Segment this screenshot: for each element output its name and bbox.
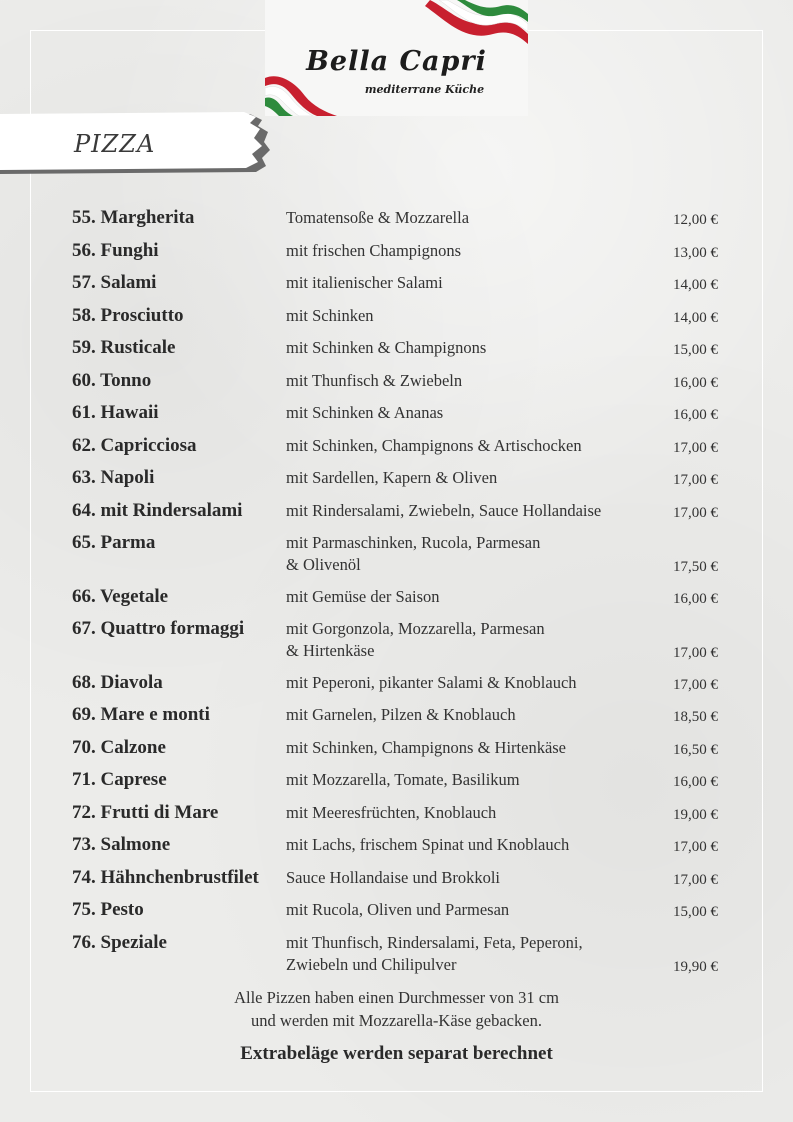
menu-item-price: 14,00 €	[673, 277, 718, 293]
menu-item	[72, 800, 722, 833]
menu-notes	[0, 986, 793, 1032]
menu-item	[72, 433, 722, 466]
menu-item-price: 19,00 €	[673, 806, 718, 823]
menu-item	[72, 930, 722, 984]
menu-item-description: mit Schinken	[286, 305, 374, 325]
logo-title: Bella Capri	[306, 46, 487, 77]
menu-item	[72, 205, 722, 238]
menu-item-price: 17,00 €	[673, 839, 718, 855]
menu-item-description: mit Thunfisch & Zwiebeln	[286, 370, 463, 390]
menu-item	[72, 702, 722, 735]
menu-item-price: 17,00 €	[673, 676, 718, 693]
menu-item-price: 19,90 €	[673, 958, 718, 975]
menu-item-price: 12,00 €	[673, 212, 718, 228]
menu-item-price: 17,00 €	[673, 504, 718, 521]
menu-item	[72, 616, 722, 670]
section-title: PIZZA	[74, 130, 156, 158]
menu-item-name: 57. Salami	[72, 272, 157, 293]
menu-item-description: mit Parmaschinken, Rucola, Parmesan & Olivenöl	[286, 533, 541, 574]
menu-item-name: 76. Speziale	[72, 931, 167, 953]
menu-item	[72, 735, 722, 768]
menu-item-name: 66. Vegetale	[72, 585, 169, 607]
menu-item-price: 15,00 €	[673, 904, 718, 920]
menu-item-description: mit Schinken, Champignons & Hirtenkäse	[286, 737, 567, 757]
menu-item-name: 73. Salmone	[72, 834, 171, 855]
menu-item-description: mit Garnelen, Pilzen & Knoblauch	[286, 705, 516, 724]
menu-item-price: 16,00 €	[673, 774, 718, 790]
menu-item	[72, 400, 722, 433]
menu-item-description: Tomatensoße & Mozzarella	[286, 208, 470, 227]
menu-item-name: 65. Parma	[72, 532, 156, 553]
menu-item-price: 17,00 €	[673, 645, 718, 661]
menu-item-description: mit Schinken, Champignons & Artischocken	[286, 435, 582, 455]
pizza-menu-list	[72, 205, 722, 983]
menu-item	[72, 897, 722, 930]
menu-item-name: 56. Funghi	[72, 239, 159, 261]
menu-item-description: mit Rindersalami, Zwiebeln, Sauce Hollandaise	[286, 500, 602, 520]
menu-item	[72, 584, 722, 617]
extra-toppings-note: Extrabeläge werden separat berechnet	[240, 1043, 553, 1064]
note-line-2: und werden mit Mozzarella-Käse gebacken.	[251, 1011, 542, 1030]
menu-item-name: 64. mit Rindersalami	[72, 499, 243, 521]
menu-item-description: mit frischen Champignons	[286, 240, 462, 260]
logo	[265, 0, 528, 116]
menu-item-name: 55. Margherita	[72, 207, 195, 228]
menu-item	[72, 238, 722, 271]
menu-item	[72, 368, 722, 401]
menu-item-description: mit Meeresfrüchten, Knoblauch	[286, 802, 497, 822]
menu-item-price: 17,00 €	[673, 439, 718, 456]
menu-item	[72, 498, 722, 531]
menu-item-description: mit italienischer Salami	[286, 273, 443, 292]
menu-item	[72, 767, 722, 800]
menu-item-price: 17,00 €	[673, 871, 718, 888]
menu-item-description: mit Sardellen, Kapern & Oliven	[286, 468, 498, 487]
menu-item-name: 59. Rusticale	[72, 337, 176, 358]
menu-item-description: mit Peperoni, pikanter Salami & Knoblauch	[286, 672, 577, 692]
menu-item-name: 72. Frutti di Mare	[72, 801, 219, 823]
menu-item-description: mit Rucola, Oliven und Parmesan	[286, 900, 510, 919]
menu-item-price: 18,50 €	[673, 709, 718, 725]
menu-item-description: mit Schinken & Champignons	[286, 338, 487, 357]
menu-item-price: 16,00 €	[673, 374, 718, 391]
logo-tagline: mediterrane Küche	[364, 83, 485, 96]
menu-item	[72, 832, 722, 865]
menu-item-name: 67. Quattro formaggi	[72, 618, 245, 639]
menu-item-price: 13,00 €	[673, 244, 718, 261]
menu-item-name: 74. Hähnchenbrustfilet	[72, 866, 259, 888]
menu-item-price: 16,50 €	[673, 741, 718, 758]
menu-item-price: 14,00 €	[673, 309, 718, 326]
menu-item	[72, 865, 722, 898]
note-line-1: Alle Pizzen haben einen Durchmesser von 31 cm	[234, 988, 559, 1007]
menu-item-name: 75. Pesto	[72, 899, 144, 920]
menu-item	[72, 270, 722, 303]
menu-item-price: 16,00 €	[673, 590, 718, 607]
menu-item-name: 62. Capricciosa	[72, 434, 197, 456]
menu-item-price: 17,50 €	[673, 559, 718, 575]
menu-item	[72, 530, 722, 584]
menu-item	[72, 465, 722, 498]
menu-item-name: 61. Hawaii	[72, 402, 159, 423]
menu-item-description: mit Lachs, frischem Spinat und Knoblauch	[286, 835, 570, 854]
menu-item-description: mit Gorgonzola, Mozzarella, Parmesan & Hirtenkäse	[286, 619, 545, 660]
menu-item-name: 63. Napoli	[72, 467, 155, 488]
menu-item-name: 70. Calzone	[72, 736, 166, 758]
menu-item-price: 16,00 €	[673, 407, 718, 423]
menu-item-name: 71. Caprese	[72, 769, 167, 790]
menu-item-name: 68. Diavola	[72, 671, 163, 693]
menu-item-description: Sauce Hollandaise und Brokkoli	[286, 867, 501, 887]
menu-item-name: 60. Tonno	[72, 369, 152, 391]
menu-item-name: 69. Mare e monti	[72, 704, 210, 725]
menu-item-price: 17,00 €	[673, 472, 718, 488]
menu-item-description: mit Thunfisch, Rindersalami, Feta, Peperoni, Zwiebeln und Chilipulver	[286, 932, 583, 974]
menu-item-description: mit Gemüse der Saison	[286, 586, 440, 606]
menu-item	[72, 335, 722, 368]
menu-item-name: 58. Prosciutto	[72, 304, 184, 326]
menu-item	[72, 670, 722, 703]
menu-item-description: mit Mozzarella, Tomate, Basilikum	[286, 770, 520, 789]
italian-ribbon-top-icon	[425, 0, 528, 44]
menu-item-description: mit Schinken & Ananas	[286, 403, 444, 422]
menu-item	[72, 303, 722, 336]
menu-item-price: 15,00 €	[673, 342, 718, 358]
